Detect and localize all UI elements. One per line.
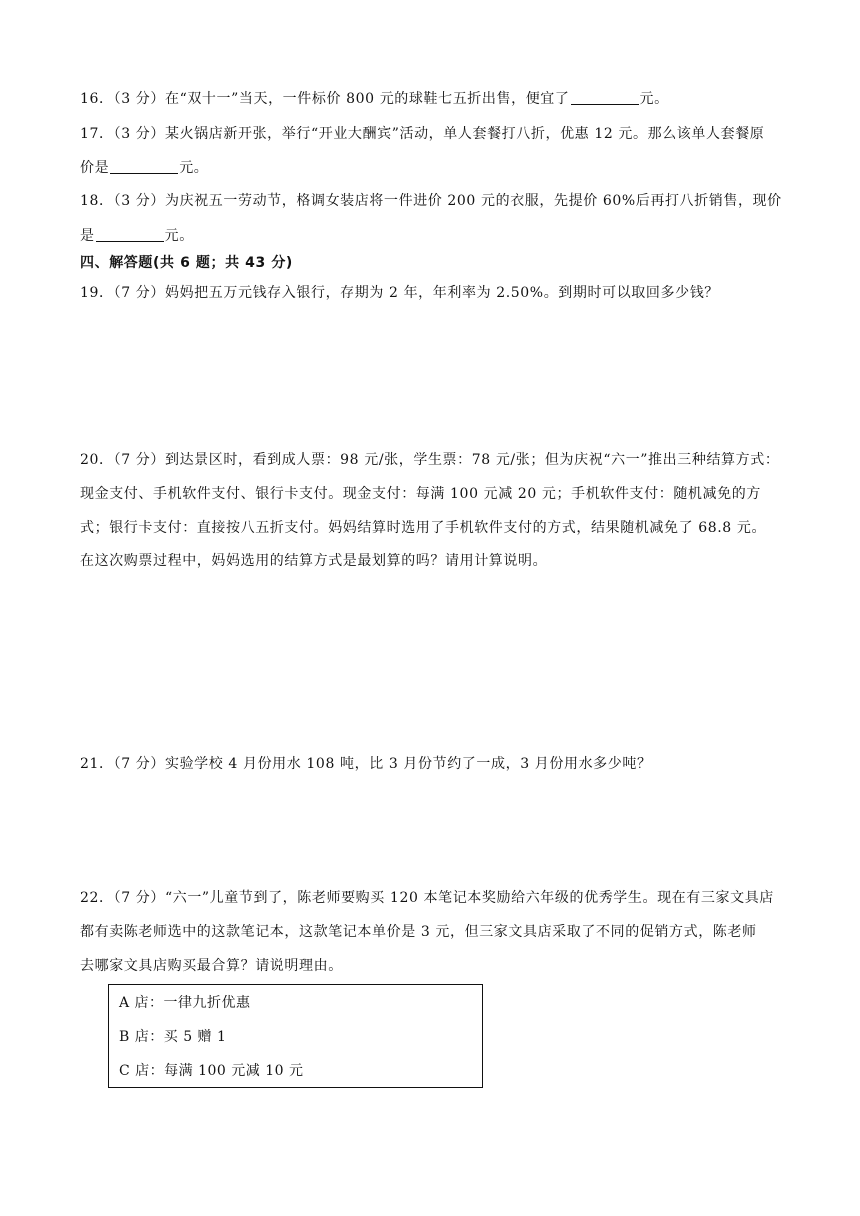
promotion-box bbox=[108, 984, 483, 1088]
question-20-line-2: 现金支付、手机软件支付、银行卡支付。现金支付：每满 100 元减 20 元；手机软件支付：随机减免的方 bbox=[80, 486, 761, 502]
answer-blank[interactable] bbox=[571, 89, 639, 105]
question-22-line-3: 去哪家文具店购买最合算？请说明理由。 bbox=[80, 958, 343, 974]
question-17-line-2: 价是 元。 bbox=[80, 160, 209, 176]
question-16-line-1: 16．（3 分）在“双十一”当天，一件标价 800 元的球鞋七五折出售，便宜了 元。 bbox=[80, 91, 669, 107]
question-22-line-1: 22．（7 分）“六一”儿童节到了，陈老师要购买 120 本笔记本奖励给六年级的优秀学生。现在有三家文具店 bbox=[80, 890, 774, 906]
question-22-line-2: 都有卖陈老师选中的这款笔记本，这款笔记本单价是 3 元，但三家文具店采取了不同的促销方式，陈老师 bbox=[80, 924, 757, 940]
question-18-line-2: 是 元。 bbox=[80, 228, 194, 244]
question-17-line-1: 17．（3 分）某火锅店新开张，举行“开业大酬宾”活动，单人套餐打八折，优惠 12 元。那么该单人套餐原 bbox=[80, 126, 765, 142]
promotion-c: C 店：每满 100 元减 10 元 bbox=[119, 1063, 304, 1079]
promotion-a: A 店：一律九折优惠 bbox=[119, 995, 251, 1011]
question-20-line-3: 式；银行卡支付：直接按八五折支付。妈妈结算时选用了手机软件支付的方式，结果随机减免了 68.8 元。 bbox=[80, 520, 767, 536]
question-20-line-1: 20．（7 分）到达景区时，看到成人票：98 元/张，学生票：78 元/张；但为庆祝“六一”推出三种结算方式： bbox=[80, 452, 780, 468]
question-20-line-4: 在这次购票过程中，妈妈选用的结算方式是最划算的吗？请用计算说明。 bbox=[80, 553, 548, 569]
question-18-line-1: 18．（3 分）为庆祝五一劳动节，格调女装店将一件进价 200 元的衣服，先提价 60%后再打八折销售，现价 bbox=[80, 193, 782, 209]
question-21: 21．（7 分）实验学校 4 月份用水 108 吨，比 3 月份节约了一成，3 月份用水多少吨？ bbox=[80, 756, 652, 772]
promotion-b: B 店：买 5 赠 1 bbox=[119, 1029, 227, 1045]
section-heading: 四、解答题(共 6 题；共 43 分) bbox=[80, 255, 293, 271]
answer-blank[interactable] bbox=[96, 226, 164, 242]
question-19: 19．（7 分）妈妈把五万元钱存入银行，存期为 2 年，年利率为 2.50%。到期时可以取回多少钱？ bbox=[80, 285, 719, 301]
answer-blank[interactable] bbox=[110, 158, 178, 174]
